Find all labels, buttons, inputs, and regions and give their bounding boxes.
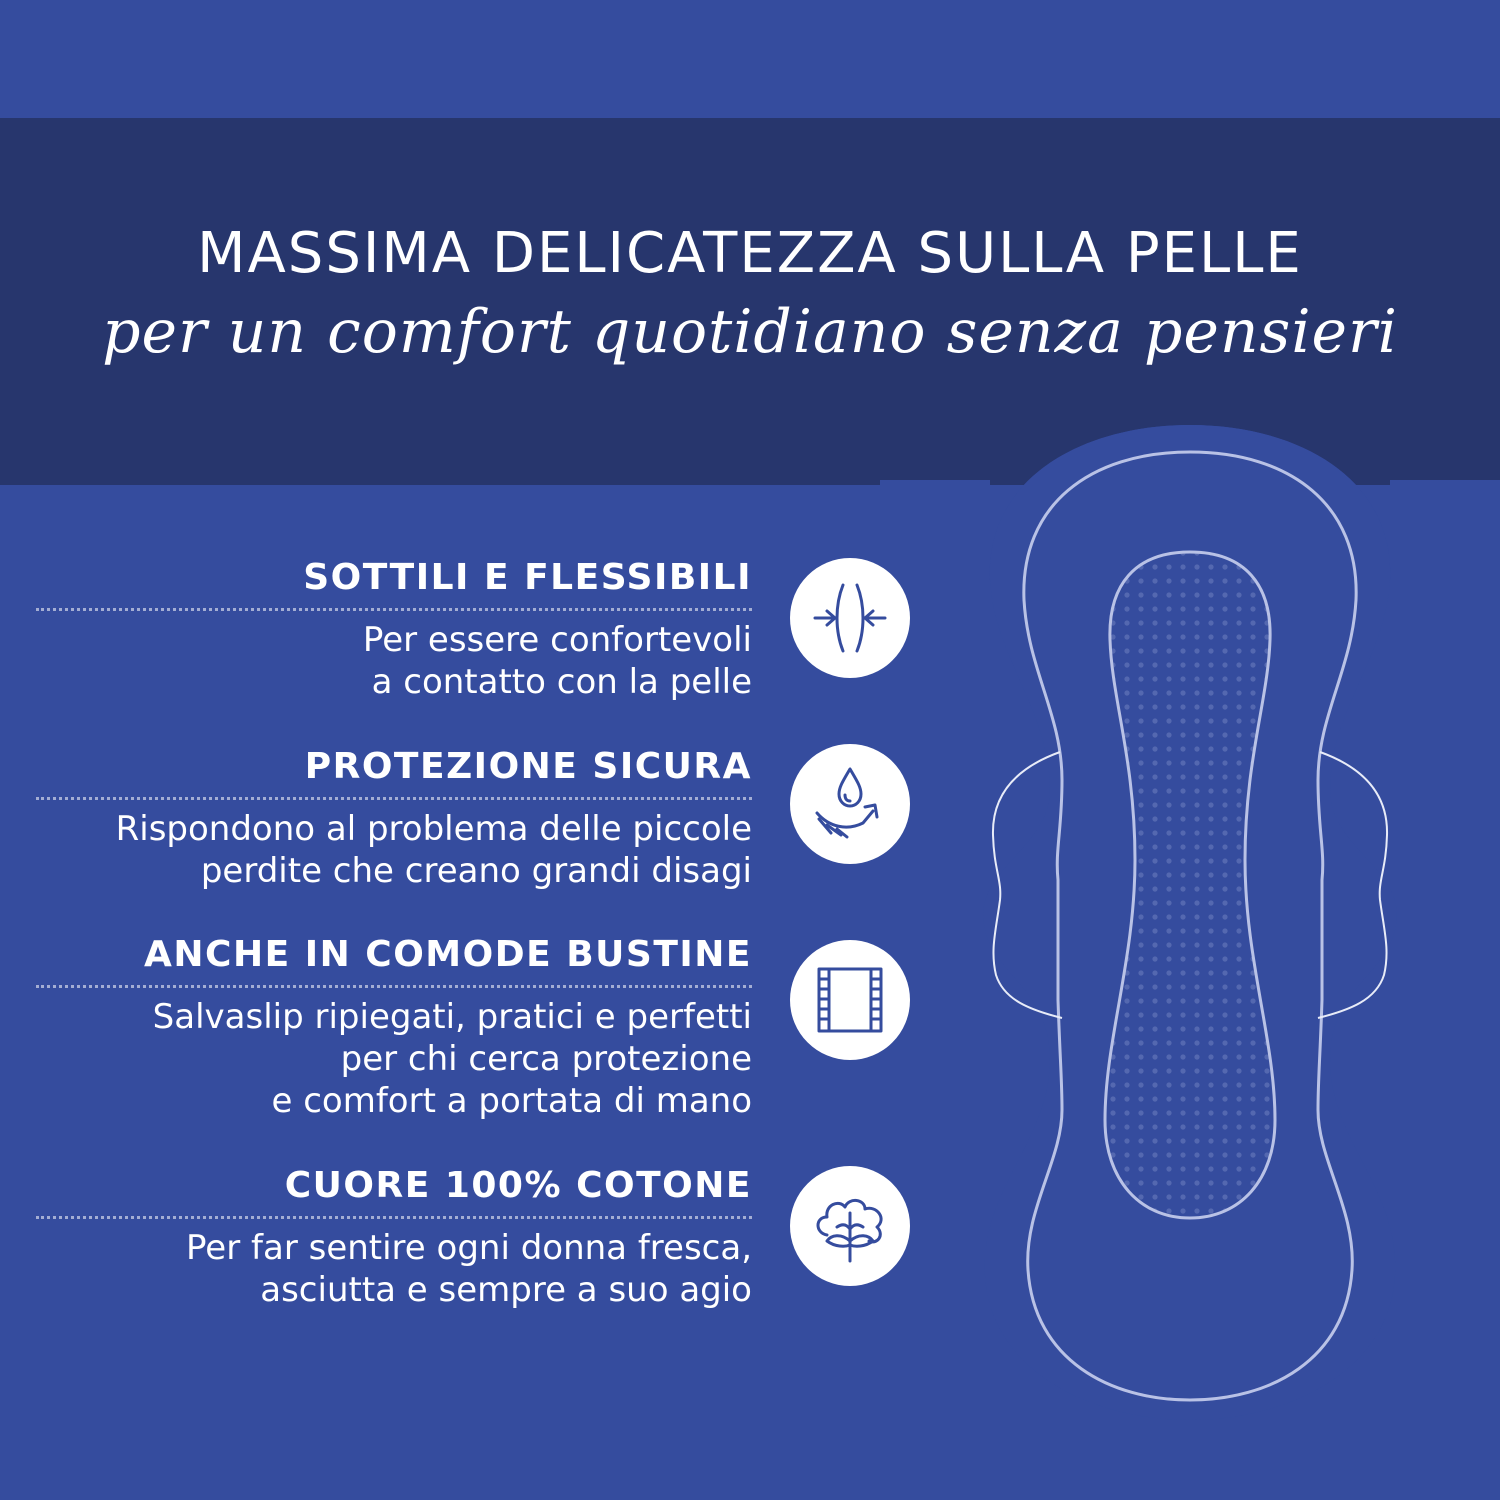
flexible-compress-icon — [790, 558, 910, 678]
feature-title: PROTEZIONE SICURA — [304, 746, 752, 787]
feature-cotton-core — [30, 1164, 752, 1311]
feature-description: Per essere confortevoli a contatto con la pelle — [362, 620, 752, 702]
feature-title: ANCHE IN COMODE BUSTINE — [144, 934, 752, 975]
feature-pouch — [30, 933, 752, 1122]
feature-description: Salvaslip ripiegati, pratici e perfetti per chi cerca protezione e comfort a portata di mano — [152, 997, 752, 1121]
feature-title: SOTTILI E FLESSIBILI — [303, 557, 752, 598]
feature-secure-protection — [30, 745, 752, 892]
tagline: per un comfort quotidiano senza pensieri — [102, 297, 1398, 367]
feature-title: CUORE 100% COTONE — [284, 1165, 752, 1206]
dotted-divider — [36, 797, 752, 800]
headline: MASSIMA DELICATEZZA SULLA PELLE — [197, 221, 1303, 286]
cotton-flower-icon — [790, 1166, 910, 1286]
feature-description: Per far sentire ogni donna fresca, asciutta e sempre a suo agio — [186, 1228, 752, 1310]
dotted-divider — [36, 1216, 752, 1219]
dotted-divider — [36, 608, 752, 611]
wrapped-pouch-icon — [790, 940, 910, 1060]
feature-thin-flexible — [30, 556, 752, 703]
droplet-absorb-icon — [790, 744, 910, 864]
dotted-divider — [36, 985, 752, 988]
feature-description: Rispondono al problema delle piccole perdite che creano grandi disagi — [115, 809, 752, 891]
